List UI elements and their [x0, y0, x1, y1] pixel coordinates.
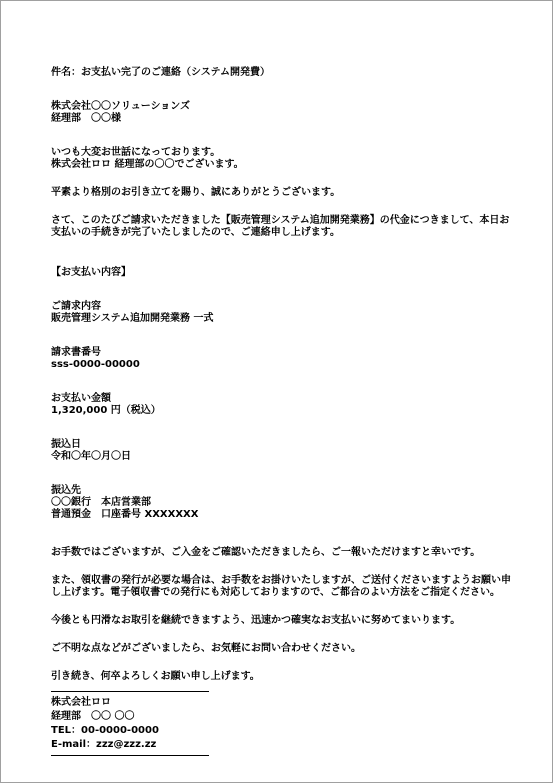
- signature-email: E-mail：zzz@zzz.zz: [51, 739, 157, 750]
- greeting-line: 株式会社ロロ 経理部の〇〇でございます。: [51, 159, 244, 170]
- detail-label: お支払い金額: [51, 393, 111, 404]
- email-body: [51, 67, 511, 756]
- detail-value: sss-0000-00000: [51, 359, 140, 370]
- detail-value: 1,320,000 円（税込）: [51, 405, 161, 416]
- signature-company: 株式会社ロロ: [51, 697, 111, 708]
- greeting-line: いつも大変お世話になっております。: [51, 147, 221, 158]
- closing-line: また、領収書の発行が必要な場合は、お手数をお掛けいたしますが、ご送付くださいますようお願い申: [51, 575, 511, 586]
- intro-line: さて、このたびご請求いただきました【販売管理システム追加開発業務】の代金につきまして、本日お: [51, 215, 510, 226]
- detail-label: 振込日: [51, 439, 81, 450]
- detail-label: 振込先: [51, 485, 81, 496]
- detail-label: 請求書番号: [51, 347, 101, 358]
- closing-line: お手数ではございますが、ご入金をご確認いただきましたら、ご一報いただけますと幸いです。: [51, 547, 481, 558]
- signature-divider: [51, 755, 209, 756]
- closing-line: 引き続き、何卒よろしくお願い申し上げます。: [51, 671, 260, 682]
- closing-line: 今後とも円滑なお取引を継続できますよう、迅速かつ確実なお支払いに努めてまいります。: [51, 615, 461, 626]
- subject-line: 件名：お支払い完了のご連絡（システム開発費）: [51, 67, 270, 78]
- signature-tel: TEL：00-0000-0000: [51, 725, 159, 736]
- detail-value: 〇〇銀行 本店営業部: [51, 497, 151, 508]
- thanks-line: 平素より格別のお引き立てを賜り、誠にありがとうございます。: [51, 187, 341, 198]
- closing-line: ご不明な点などがございましたら、お気軽にお問い合わせください。: [51, 643, 361, 654]
- details-heading: 【お支払い内容】: [51, 267, 131, 278]
- detail-value: 令和〇年〇月〇日: [51, 451, 131, 462]
- detail-label: ご請求内容: [51, 301, 101, 312]
- recipient-company: 株式会社〇〇ソリューションズ: [51, 101, 190, 112]
- detail-value: 普通預金 口座番号 XXXXXXX: [51, 509, 199, 520]
- signature-name: 経理部 〇〇 〇〇: [51, 711, 135, 722]
- closing-line: し上げます。電子領収書での発行にも対応しておりますので、ご都合のよい方法をご指定ください。: [51, 587, 500, 598]
- recipient-person: 経理部 〇〇様: [51, 113, 121, 124]
- detail-value: 販売管理システム追加開発業務 一式: [51, 313, 214, 324]
- intro-line: 支払いの手続きが完了いたしましたので、ご連絡申し上げます。: [51, 227, 340, 238]
